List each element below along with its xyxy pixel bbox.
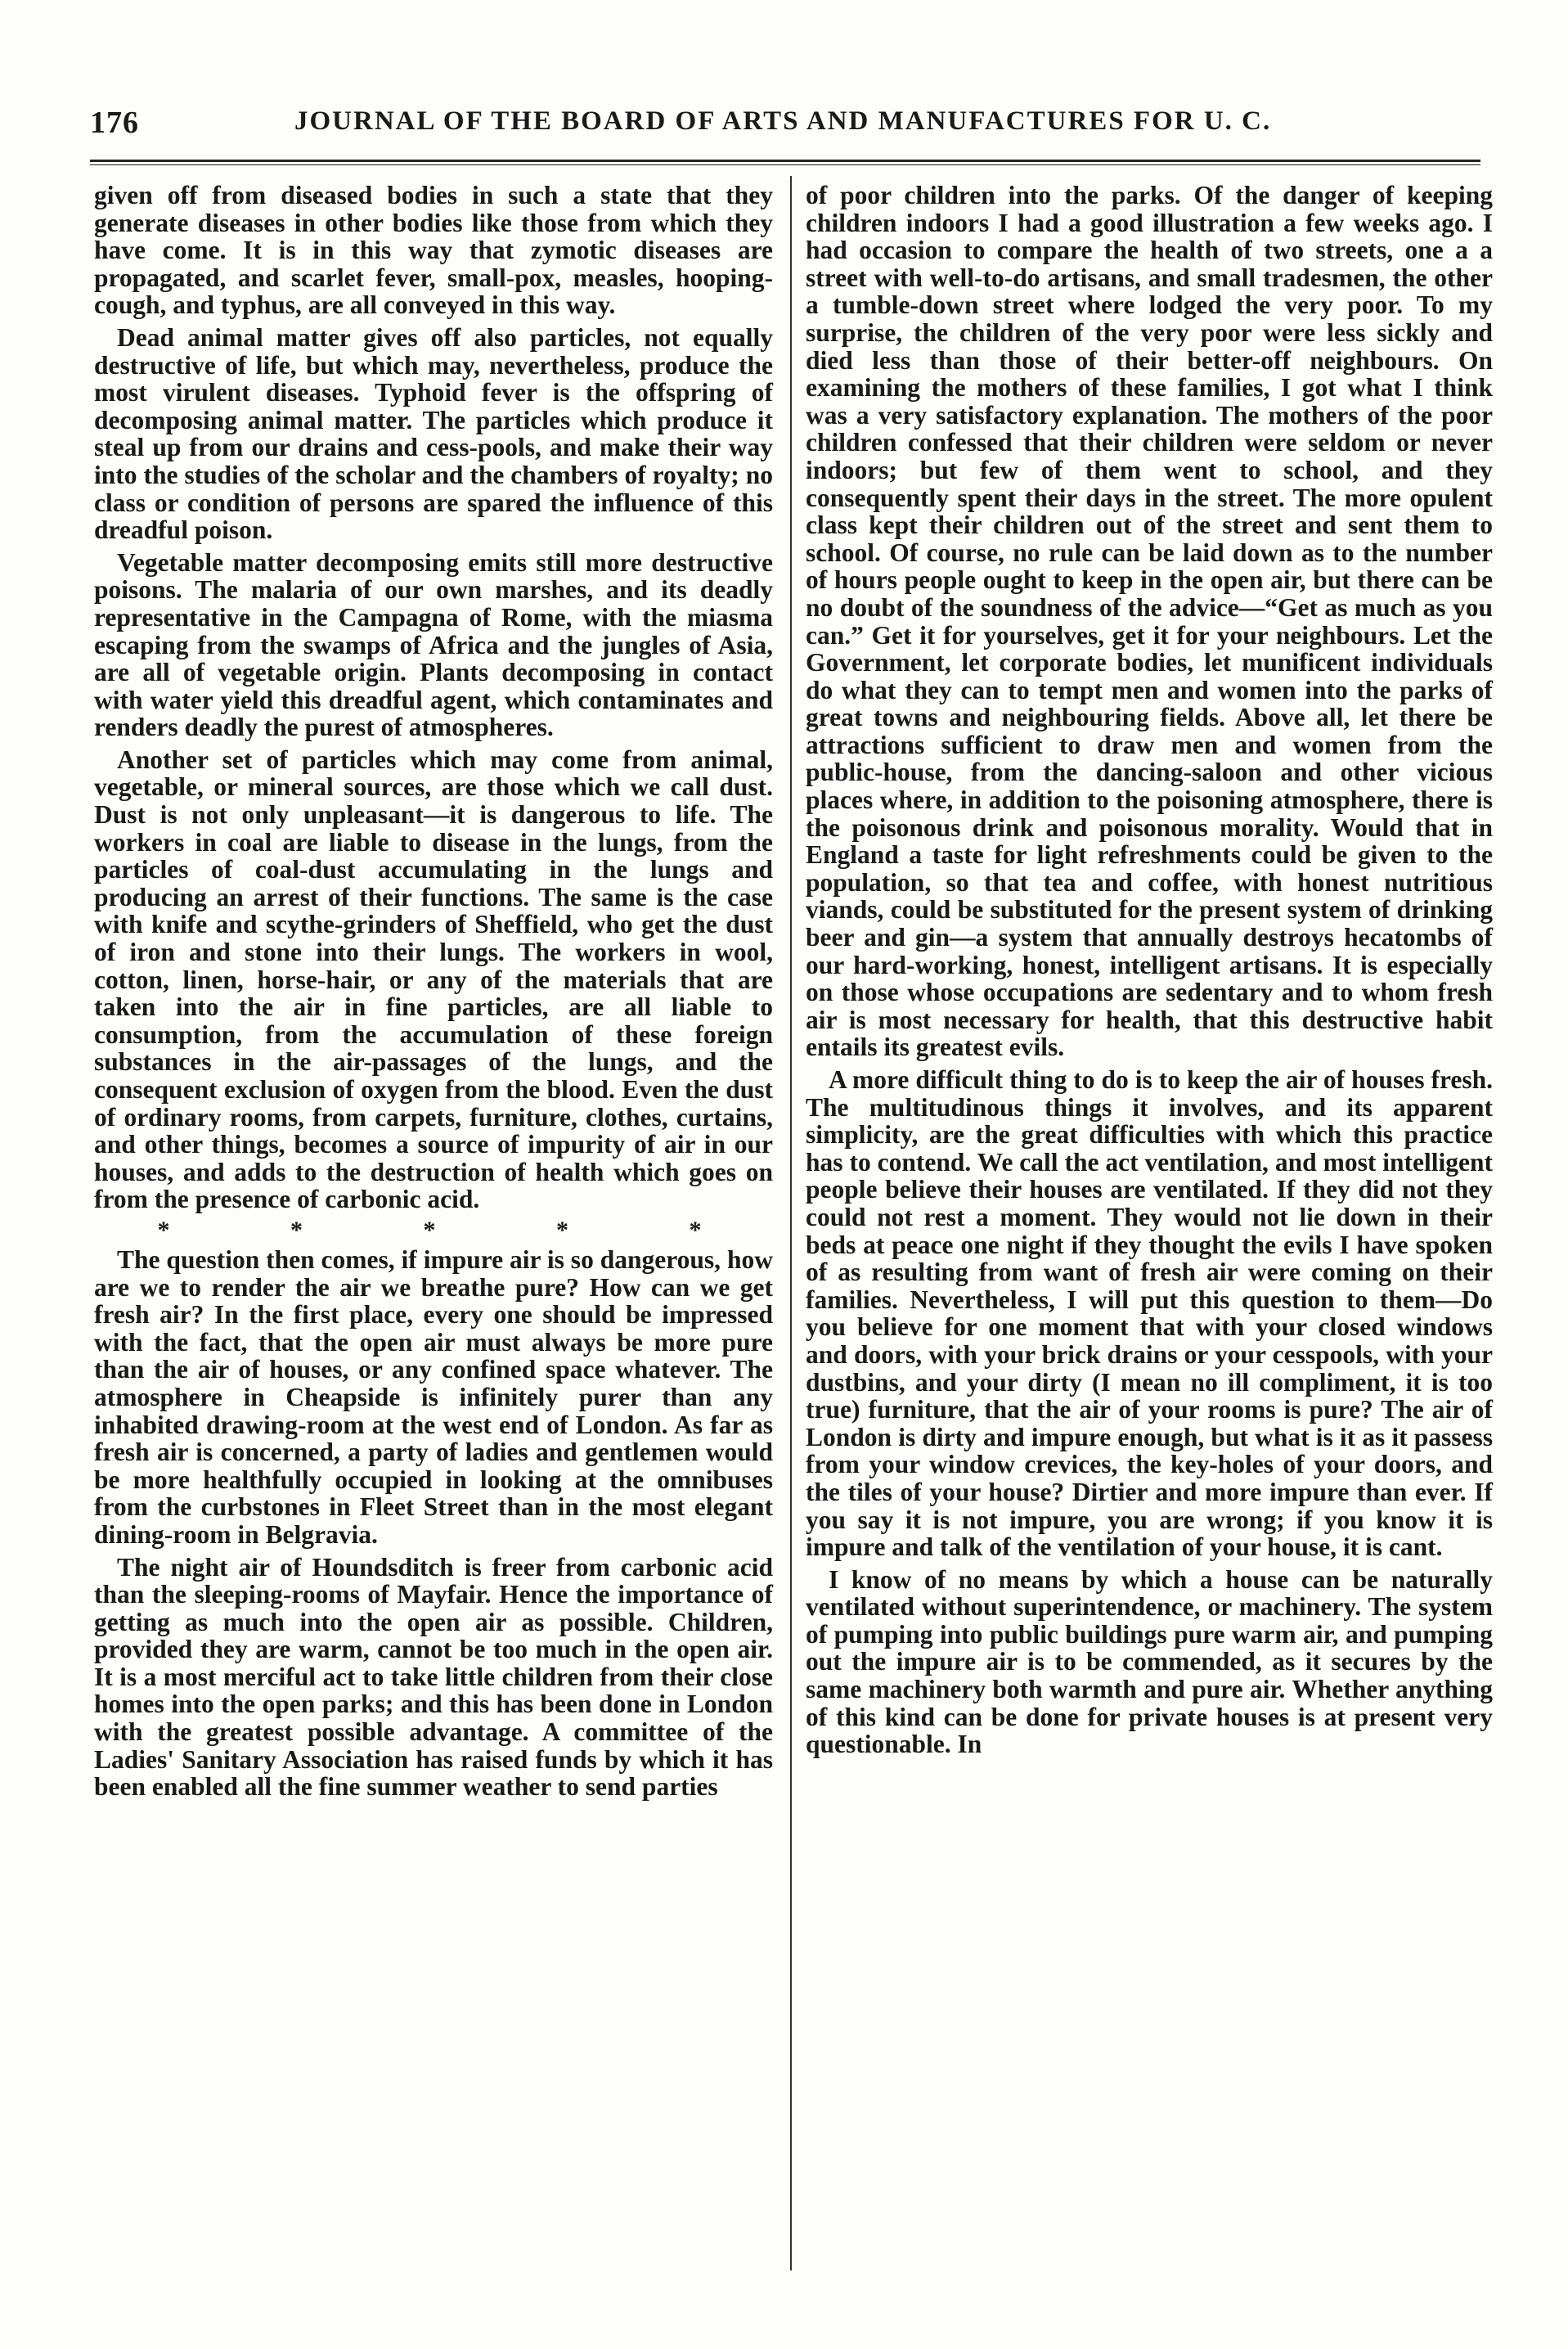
paragraph: given off from diseased bodies in such a state that they generate diseases in other bodies like those from which they have come. It is in this way that zymotic diseases are propagated, and scarlet fever, small-pox, measles, hooping-cough, and typhus, are all conveyed in this way. (94, 181, 773, 320)
paragraph: The night air of Houndsditch is freer from carbonic acid than the sleeping-rooms of Mayfair. Hence the importance of getting as much into the open air as possible. Children, provided they are warm, cannot be too much in the open air. It is a most merciful act to take little children from their close homes into the open parks; and this has been done in London with the greatest possible advantage. A committee of the Ladies' Sanitary Association has raised funds by which it has been enabled all the fine summer weather to send parties (94, 1552, 773, 1802)
running-title: JOURNAL OF THE BOARD OF ARTS AND MANUFACTURES FOR U. C. (294, 106, 1272, 136)
column-divider (790, 176, 792, 2270)
paragraph: I know of no means by which a house can be naturally ventilated without superintendence, or machinery. The system of pumping into public buildings pure warm air, and pumping out the impure air is to be commended, as it secures by the same machinery both warmth and pure air. Whether anything of this kind can be done for private houses is at present very questionable. In (806, 1564, 1493, 1759)
header-rule-thin (90, 164, 1480, 165)
section-break-asterisms: * * * * * (157, 1216, 759, 1244)
paragraph: Dead animal matter gives off also particles, not equally destructive of life, but which may, nevertheless, produce the most virulent diseases. Typhoid fever is the offspring of decomposing animal matter. The particles which produce it steal up from our drains and cess-pools, and make their way into the studies of the scholar and the chambers of royalty; no class or condition of persons are spared the influence of this dreadful poison. (94, 322, 773, 545)
left-column (94, 182, 773, 1806)
paragraph: of poor children into the parks. Of the danger of keeping children indoors I had a good illustration a few weeks ago. I had occasion to compare the health of two streets, one a a street with well-to-do artisans, and small tradesmen, the other a tumble-down street where lodged the very poor. To my surprise, the children of the very poor were less sickly and died less than those of their better-off neighbours. On examining the mothers of these families, I got what I think was a very satisfactory explanation. The mothers of the poor children confessed that their children were seldom or never indoors; but few of them went to school, and they consequently spent their days in the street. The more opulent class kept their children out of the street and sent them to school. Of course, no rule can be laid down as to the number of hours people ought to keep in the open air, but there can be no doubt of the soundness of the advice—“Get as much as you can.” Get it for yourselves, get it for your neighbours. Let the Government, let corporate bodies, let munificent individuals do what they can to tempt men and women into the parks of great towns and neighbouring fields. Above all, let there be attractions sufficient to draw men and women from the public-house, from the dancing-saloon and other vicious places where, in addition to the poisoning atmosphere, there is the poisonous drink and poisonous morality. Would that in England a taste for light refreshments could be given to the population, so that tea and coffee, with honest nutritious viands, could be substituted for the present system of drinking beer and gin—a system that annually destroys hecatombs of our hard-working, honest, intelligent artisans. It is especially on those whose occupations are sedentary and to whom fresh air is most necessary for health, that this destructive habit entails its greatest evils. (806, 181, 1493, 1062)
header-rule (90, 160, 1480, 162)
page-header (90, 105, 1464, 141)
paragraph: A more difficult thing to do is to keep the air of houses fresh. The multitudinous things it involves, and its apparent simplicity, are the great difficulties with which this practice has to contend. We call the act ventilation, and most intelligent people believe their houses are ventilated. If they did not they could not rest a moment. They would not lie down in their beds at peace one night if they thought the evils I have spoken of as resulting from want of fresh air were coming on their families. Nevertheless, I will put this question to them—Do you believe for one moment that with your closed windows and doors, with your brick drains or your cesspools, with your dustbins, and your dirty (I mean no ill compliment, it is too true) furniture, that the air of your rooms is pure? The air of London is dirty and impure enough, but what is it as it passess from your window crevices, the key-holes of your doors, and the tiles of your house? Dirtier and more impure than ever. If you say it is not impure, you are wrong; if you know it is impure and talk of the ventilation of your house, it is cant. (806, 1065, 1493, 1562)
paragraph: Vegetable matter decomposing emits still more destructive poisons. The malaria of our own marshes, and its deadly representative in the Campagna of Rome, with the miasma escaping from the swamps of Africa and the jungles of Asia, are all of vegetable origin. Plants decomposing in contact with water yield this dreadful agent, which contaminates and renders deadly the purest of atmospheres. (94, 547, 773, 742)
page-number: 176 (90, 106, 139, 140)
paragraph: Another set of particles which may come from animal, vegetable, or mineral sources, are those which we call dust. Dust is not only unpleasant—it is dangerous to life. The workers in coal are liable to disease in the lungs, from the particles of coal-dust accumulating in the lungs and producing an arrest of their functions. The same is the case with knife and scythe-grinders of Sheffield, who get the dust of iron and stone into their lungs. The workers in wool, cotton, linen, horse-hair, or any of the materials that are taken into the air in fine particles, are all liable to consumption, from the accumulation of these foreign substances in the air-passages of the lungs, and the consequent exclusion of oxygen from the blood. Even the dust of ordinary rooms, from carpets, furniture, clothes, curtains, and other things, becomes a source of impurity of air in our houses, and adds to the destruction of health which goes on from the presence of carbonic acid. (94, 745, 773, 1214)
paragraph: The question then comes, if impure air is so dangerous, how are we to render the air we breathe pure? How can we get fresh air? In the first place, every one should be impressed with the fact, that the open air must always be more pure than the air of houses, or any confined space whatever. The atmosphere in Cheapside is infinitely purer than any inhabited drawing-room at the west end of London. As far as fresh air is concerned, a party of ladies and gentlemen would be more healthfully occupied in looking at the omnibuses from the curbstones in Fleet Street than in the most elegant dining-room in Belgravia. (94, 1244, 773, 1549)
right-column (806, 182, 1493, 1763)
